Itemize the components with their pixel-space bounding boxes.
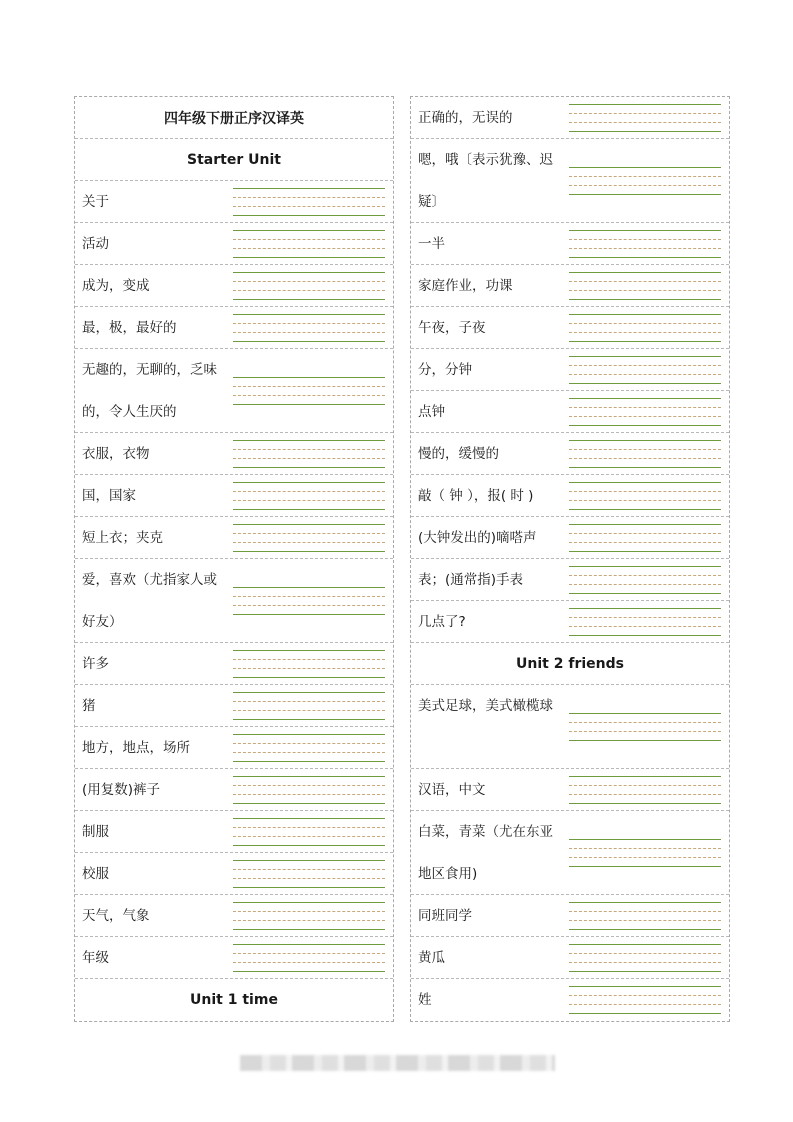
writing-line [569,866,721,867]
heading-text: Starter Unit [187,151,281,168]
vocab-row [75,223,393,265]
writing-line [233,614,385,615]
answer-writing-lines[interactable] [233,944,385,972]
answer-writing-lines[interactable] [233,587,385,615]
answer-writing-lines[interactable] [569,986,721,1014]
writing-line [233,395,385,396]
vocab-chinese: 几点了? [418,614,466,630]
writing-line [233,605,385,606]
writing-line [569,731,721,732]
writing-line [233,836,385,837]
answer-writing-lines[interactable] [569,776,721,804]
vocab-row [75,475,393,517]
answer-writing-lines[interactable] [569,902,721,930]
writing-line [233,962,385,963]
vocab-chinese: 成为，变成 [82,278,150,294]
writing-line [233,659,385,660]
answer-writing-lines[interactable] [569,356,721,384]
vocab-row [411,391,729,433]
writing-line [569,740,721,741]
answer-writing-lines[interactable] [233,524,385,552]
vocab-row [75,517,393,559]
vocab-chinese: 黄瓜 [418,950,445,966]
writing-line [569,857,721,858]
vocab-chinese: 校服 [82,866,109,882]
writing-line [569,848,721,849]
vocab-chinese: (用复数)裤子 [82,782,161,798]
writing-line [233,290,385,291]
heading-text: Unit 1 time [190,992,278,1008]
writing-line [569,365,721,366]
writing-line [233,818,385,819]
writing-line [233,482,385,483]
vocab-chinese: 地方，地点，场所 [82,740,190,756]
vocab-row [75,769,393,811]
writing-line [233,500,385,501]
writing-line [233,929,385,930]
vocab-chinese: 猪 [82,698,96,714]
vocab-chinese: 天气，气象 [82,908,150,924]
writing-line [569,566,721,567]
vocab-row [411,559,729,601]
vocab-row [411,307,729,349]
writing-line [569,131,721,132]
writing-line [569,281,721,282]
vocab-row [411,685,729,769]
answer-writing-lines[interactable] [569,608,721,636]
writing-line [569,500,721,501]
vocab-row [411,811,729,895]
writing-line [569,776,721,777]
writing-line [569,467,721,468]
writing-line [569,962,721,963]
vocab-chinese: 白菜，青菜（尤在东亚地区食用) [418,824,553,882]
writing-line [233,761,385,762]
vocab-chinese: 衣服，衣物 [82,446,150,462]
writing-line [569,185,721,186]
answer-writing-lines[interactable] [569,713,721,741]
writing-line [569,722,721,723]
vocab-row [75,853,393,895]
vocab-row [411,475,729,517]
writing-line [233,323,385,324]
writing-line [569,953,721,954]
vocab-row [75,349,393,433]
vocab-row [411,139,729,223]
answer-writing-lines[interactable] [233,230,385,258]
heading-text: Unit 2 friends [516,655,624,672]
writing-line [569,314,721,315]
writing-line [233,734,385,735]
vocab-row [75,265,393,307]
vocab-row [411,517,729,559]
writing-line [233,971,385,972]
writing-line [233,743,385,744]
answer-writing-lines[interactable] [569,230,721,258]
writing-line [233,752,385,753]
writing-line [569,1013,721,1014]
writing-line [569,176,721,177]
writing-line [233,257,385,258]
vocab-chinese: 嗯，哦〔表示犹豫、迟疑〕 [418,152,553,210]
writing-line [233,803,385,804]
writing-line [233,953,385,954]
section-heading [75,97,393,139]
writing-line [569,509,721,510]
answer-writing-lines[interactable] [233,650,385,678]
writing-line [569,986,721,987]
writing-line [569,407,721,408]
writing-line [569,425,721,426]
blurred-footer [240,1055,555,1071]
writing-line [233,188,385,189]
writing-line [233,449,385,450]
answer-writing-lines[interactable] [569,839,721,867]
vocab-row [75,937,393,979]
vocab-row [411,895,729,937]
vocab-row [411,979,729,1021]
writing-line [569,575,721,576]
writing-line [569,113,721,114]
writing-line [569,608,721,609]
writing-line [569,230,721,231]
writing-line [569,257,721,258]
writing-line [233,911,385,912]
writing-line [569,803,721,804]
vocab-chinese: 许多 [82,656,109,672]
writing-line [233,677,385,678]
vocab-chinese: 活动 [82,236,109,252]
writing-line [233,887,385,888]
vocab-chinese: 美式足球，美式橄榄球 [418,698,553,714]
vocab-row [411,769,729,811]
answer-writing-lines[interactable] [233,902,385,930]
writing-line [233,650,385,651]
writing-line [569,272,721,273]
writing-line [233,206,385,207]
writing-line [569,440,721,441]
vocab-row [75,895,393,937]
writing-line [233,440,385,441]
answer-writing-lines[interactable] [233,440,385,468]
writing-line [569,248,721,249]
writing-line [233,377,385,378]
writing-line [233,668,385,669]
vocab-chinese: 爱，喜欢（尤指家人或好友） [82,572,217,630]
vocab-chinese: 表；(通常指)手表 [418,572,524,588]
writing-line [569,839,721,840]
writing-line [569,929,721,930]
vocab-chinese: 分，分钟 [418,362,472,378]
answer-writing-lines[interactable] [569,104,721,132]
answer-writing-lines[interactable] [233,860,385,888]
answer-writing-lines[interactable] [233,818,385,846]
writing-line [569,617,721,618]
vocab-row [75,643,393,685]
writing-line [569,533,721,534]
writing-line [233,272,385,273]
writing-line [569,449,721,450]
writing-line [233,878,385,879]
writing-line [233,458,385,459]
writing-line [569,491,721,492]
answer-writing-lines[interactable] [233,776,385,804]
writing-line [233,404,385,405]
writing-line [233,596,385,597]
writing-line [233,524,385,525]
answer-writing-lines[interactable] [569,272,721,300]
writing-line [569,332,721,333]
writing-line [233,794,385,795]
answer-writing-lines[interactable] [233,377,385,405]
writing-line [569,398,721,399]
writing-line [233,710,385,711]
vocab-row [75,181,393,223]
vocab-row [75,307,393,349]
writing-line [233,551,385,552]
vocab-row [411,601,729,643]
writing-line [569,194,721,195]
right-column [410,96,730,1022]
writing-line [569,239,721,240]
writing-line [233,827,385,828]
writing-line [233,386,385,387]
writing-line [569,290,721,291]
vocab-chinese: 午夜，子夜 [418,320,486,336]
writing-line [233,776,385,777]
writing-line [233,860,385,861]
writing-line [233,491,385,492]
answer-writing-lines[interactable] [569,398,721,426]
answer-writing-lines[interactable] [569,314,721,342]
writing-line [569,995,721,996]
writing-line [233,542,385,543]
writing-line [233,692,385,693]
vocab-chinese: 敲（ 钟 ），报( 时 ) [418,488,534,504]
writing-line [569,323,721,324]
vocab-chinese: 最，极，最好的 [82,320,177,336]
vocab-chinese: 家庭作业，功课 [418,278,513,294]
section-heading [75,139,393,181]
writing-line [569,1004,721,1005]
vocab-row [411,433,729,475]
writing-line [569,299,721,300]
answer-writing-lines[interactable] [569,944,721,972]
writing-line [569,920,721,921]
answer-writing-lines[interactable] [569,167,721,195]
writing-line [233,920,385,921]
vocab-row [411,97,729,139]
writing-line [233,944,385,945]
vocab-chinese: 无趣的，无聊的，乏味的，令人生厌的 [82,362,217,420]
writing-line [569,524,721,525]
writing-line [233,314,385,315]
vocab-chinese: 姓 [418,992,432,1008]
left-column [74,96,394,1022]
answer-writing-lines[interactable] [233,734,385,762]
writing-line [569,482,721,483]
vocab-row [75,685,393,727]
writing-line [569,374,721,375]
writing-line [233,239,385,240]
writing-line [569,167,721,168]
vocab-row [411,265,729,307]
vocab-chinese: 一半 [418,236,445,252]
section-heading [411,643,729,685]
answer-writing-lines[interactable] [233,188,385,216]
answer-writing-lines[interactable] [233,692,385,720]
writing-line [233,248,385,249]
vocab-chinese: 年级 [82,950,109,966]
writing-line [233,197,385,198]
vocab-chinese: (大钟发出的)嘀嗒声 [418,530,537,546]
answer-writing-lines[interactable] [569,566,721,594]
writing-line [569,794,721,795]
answer-writing-lines[interactable] [233,272,385,300]
vocab-chinese: 关于 [82,194,109,210]
writing-line [233,467,385,468]
vocab-chinese: 点钟 [418,404,445,420]
writing-line [569,341,721,342]
vocab-chinese: 同班同学 [418,908,472,924]
writing-line [569,593,721,594]
writing-line [233,341,385,342]
writing-line [569,122,721,123]
writing-line [233,509,385,510]
writing-line [569,584,721,585]
vocab-chinese: 制服 [82,824,109,840]
writing-line [233,902,385,903]
vocab-chinese: 正确的，无误的 [418,110,513,126]
answer-writing-lines[interactable] [233,482,385,510]
section-heading [75,979,393,1021]
vocab-row [411,223,729,265]
writing-line [233,587,385,588]
writing-line [233,845,385,846]
answer-writing-lines[interactable] [569,482,721,510]
writing-line [569,626,721,627]
vocab-row [411,937,729,979]
vocab-row [75,811,393,853]
writing-line [569,542,721,543]
vocab-chinese: 汉语，中文 [418,782,486,798]
answer-writing-lines[interactable] [569,524,721,552]
writing-line [569,416,721,417]
writing-line [569,635,721,636]
writing-line [569,356,721,357]
writing-line [569,902,721,903]
writing-line [233,299,385,300]
writing-line [569,458,721,459]
writing-line [569,551,721,552]
writing-line [233,701,385,702]
writing-line [233,215,385,216]
vocab-chinese: 慢的，缓慢的 [418,446,499,462]
writing-line [569,911,721,912]
writing-line [233,281,385,282]
writing-line [569,713,721,714]
writing-line [569,104,721,105]
writing-line [233,230,385,231]
writing-line [233,332,385,333]
vocab-row [75,433,393,475]
writing-line [569,944,721,945]
writing-line [233,533,385,534]
writing-line [233,719,385,720]
answer-writing-lines[interactable] [569,440,721,468]
writing-line [569,971,721,972]
writing-line [569,785,721,786]
vocab-chinese: 国，国家 [82,488,136,504]
vocab-row [75,559,393,643]
answer-writing-lines[interactable] [233,314,385,342]
writing-line [569,383,721,384]
vocab-chinese: 短上衣；夹克 [82,530,163,546]
vocab-row [411,349,729,391]
writing-line [233,869,385,870]
vocab-row [75,727,393,769]
heading-text: 四年级下册正序汉译英 [164,110,304,127]
writing-line [233,785,385,786]
